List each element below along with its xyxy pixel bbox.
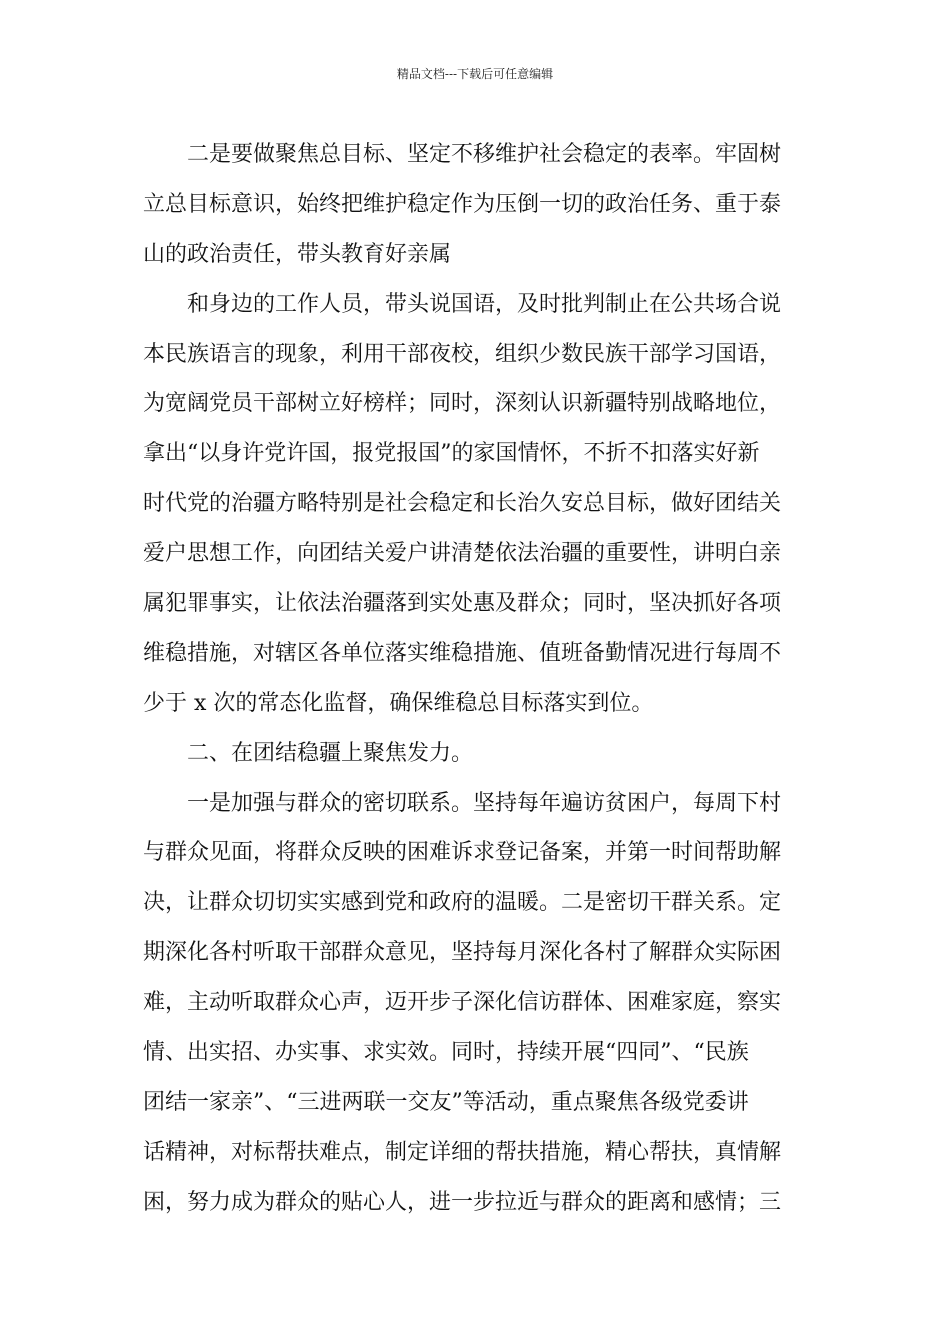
paragraph-2-line-1: 和身边的工作人员，带头说国语，及时批判制止在公共场合说 bbox=[187, 291, 782, 317]
paragraph-3-line-6: 情、出实招、办实事、求实效。同时，持续开展“四同”、“民族 bbox=[143, 1040, 749, 1066]
page-header: 精品文档---下载后可任意编辑 bbox=[396, 67, 554, 81]
paragraph-3-line-8: 话精神，对标帮扶难点，制定详细的帮扶措施，精心帮扶，真情解 bbox=[143, 1139, 782, 1165]
paragraph-2-line-9: 少于 x 次的常态化监督，确保维稳总目标落实到位。 bbox=[143, 690, 654, 716]
paragraph-3-line-5: 难，主动听取群众心声，迈开步子深化信访群体、困难家庭，察实 bbox=[143, 990, 782, 1016]
paragraph-2-line-3: 为宽阔党员干部树立好榜样；同时，深刻认识新疆特别战略地位， bbox=[143, 391, 782, 417]
paragraph-3-line-3: 决，让群众切切实实感到党和政府的温暖。二是密切干群关系。定 bbox=[143, 890, 782, 916]
paragraph-3-line-2: 与群众见面，将群众反映的困难诉求登记备案，并第一时间帮助解 bbox=[143, 840, 782, 866]
section-heading: 二、在团结稳疆上聚焦发力。 bbox=[187, 740, 474, 766]
paragraph-1-line-1: 二是要做聚焦总目标、坚定不移维护社会稳定的表率。牢固树 bbox=[187, 142, 782, 167]
document-body bbox=[143, 130, 808, 1228]
paragraph-3-line-1: 一是加强与群众的密切联系。坚持每年遍访贫困户，每周下村 bbox=[187, 790, 782, 816]
paragraph-3-line-7: 团结一家亲”、“三进两联一交友”等活动，重点聚焦各级党委讲 bbox=[143, 1089, 749, 1115]
paragraph-1-line-2: 立总目标意识，始终把维护稳定作为压倒一切的政治任务、重于泰 bbox=[143, 191, 782, 217]
paragraph-2-line-2: 本民族语言的现象，利用干部夜校，组织少数民族干部学习国语， bbox=[143, 341, 782, 367]
paragraph-2-line-7: 属犯罪事实，让依法治疆落到实处惠及群众；同时，坚决抓好各项 bbox=[143, 591, 782, 617]
paragraph-2-line-8: 维稳措施，对辖区各单位落实维稳措施、值班备勤情况进行每周不 bbox=[143, 640, 782, 666]
paragraph-3-line-9: 困，努力成为群众的贴心人，进一步拉近与群众的距离和感情；三 bbox=[143, 1189, 782, 1215]
paragraph-3-line-4: 期深化各村听取干部群众意见，坚持每月深化各村了解群众实际困 bbox=[143, 940, 782, 966]
paragraph-2-line-6: 爱户思想工作，向团结关爱户讲清楚依法治疆的重要性，讲明白亲 bbox=[143, 541, 782, 567]
paragraph-1-line-3: 山的政治责任，带头教育好亲属 bbox=[143, 241, 452, 267]
paragraph-2-line-5: 时代党的治疆方略特别是社会稳定和长治久安总目标，做好团结关 bbox=[143, 491, 782, 517]
paragraph-2-line-4: 拿出“以身许党许国，报党报国”的家国情怀，不折不扣落实好新 bbox=[143, 441, 760, 467]
